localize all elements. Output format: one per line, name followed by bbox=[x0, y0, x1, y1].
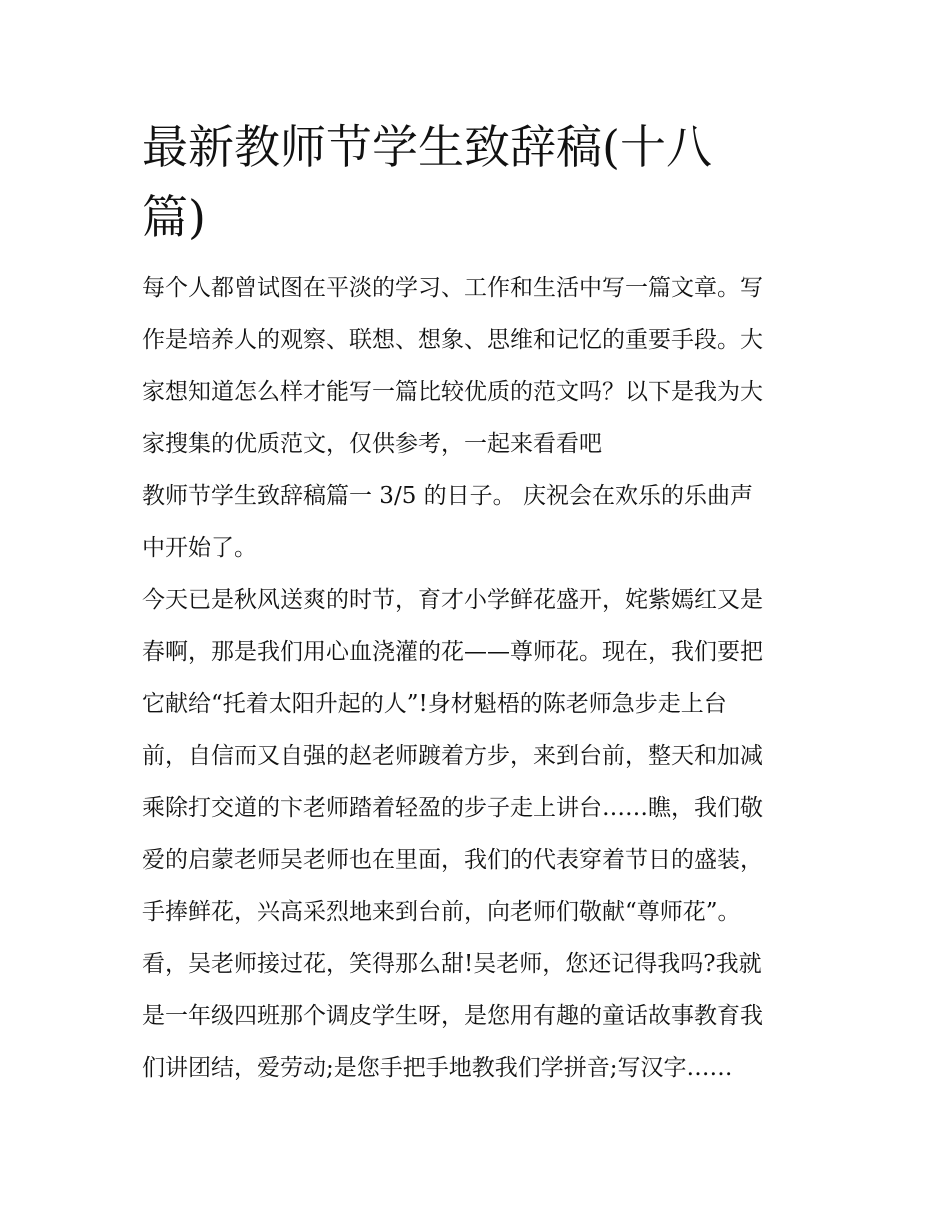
body-line-9: 它献给“托着太阳升起的人”!身材魁梧的陈老师急步走上台 bbox=[142, 691, 727, 717]
body-line-15: 是一年级四班那个调皮学生呀，是您用有趣的童话故事教育我 bbox=[142, 1003, 763, 1029]
body-line-14: 看，吴老师接过花，笑得那么甜!吴老师，您还记得我吗?我就 bbox=[142, 951, 762, 977]
body-line-11: 乘除打交道的卞老师踏着轻盈的步子走上讲台……瞧，我们敬 bbox=[142, 795, 763, 821]
document-title bbox=[142, 112, 814, 252]
body-line-13: 手捧鲜花，兴高采烈地来到台前，向老师们敬献“尊师花”。 bbox=[142, 899, 741, 925]
body-line-16: 们讲团结，爱劳动;是您手把手地教我们学拼音;写汉字…… bbox=[142, 1055, 733, 1081]
body-line-2: 作是培养人的观察、联想、想象、思维和记忆的重要手段。大 bbox=[142, 327, 763, 353]
body-line-4: 家搜集的优质范文，仅供参考，一起来看看吧 bbox=[142, 431, 602, 457]
title-line-1: 最新教师节学生致辞稿(十八 bbox=[142, 120, 712, 174]
body-line-3: 家想知道怎么样才能写一篇比较优质的范文吗？以下是我为大 bbox=[142, 379, 763, 405]
body-line-6: 中开始了。 bbox=[142, 535, 257, 561]
document-body bbox=[142, 262, 814, 1094]
title-line-2: 篇) bbox=[142, 190, 206, 244]
body-line-1: 每个人都曾试图在平淡的学习、工作和生活中写一篇文章。写 bbox=[142, 275, 763, 301]
body-line-8: 春啊，那是我们用心血浇灌的花——尊师花。现在，我们要把 bbox=[142, 639, 763, 665]
document-page bbox=[142, 112, 814, 1094]
body-line-5: 教师节学生致辞稿篇一 3/5 的日子。 庆祝会在欢乐的乐曲声 bbox=[142, 483, 753, 509]
body-line-12: 爱的启蒙老师吴老师也在里面，我们的代表穿着节日的盛装， bbox=[142, 847, 763, 873]
body-line-10: 前，自信而又自强的赵老师踱着方步，来到台前，整天和加减 bbox=[142, 743, 763, 769]
body-line-7: 今天已是秋风送爽的时节，育才小学鲜花盛开，姹紫嫣红又是 bbox=[142, 587, 763, 613]
